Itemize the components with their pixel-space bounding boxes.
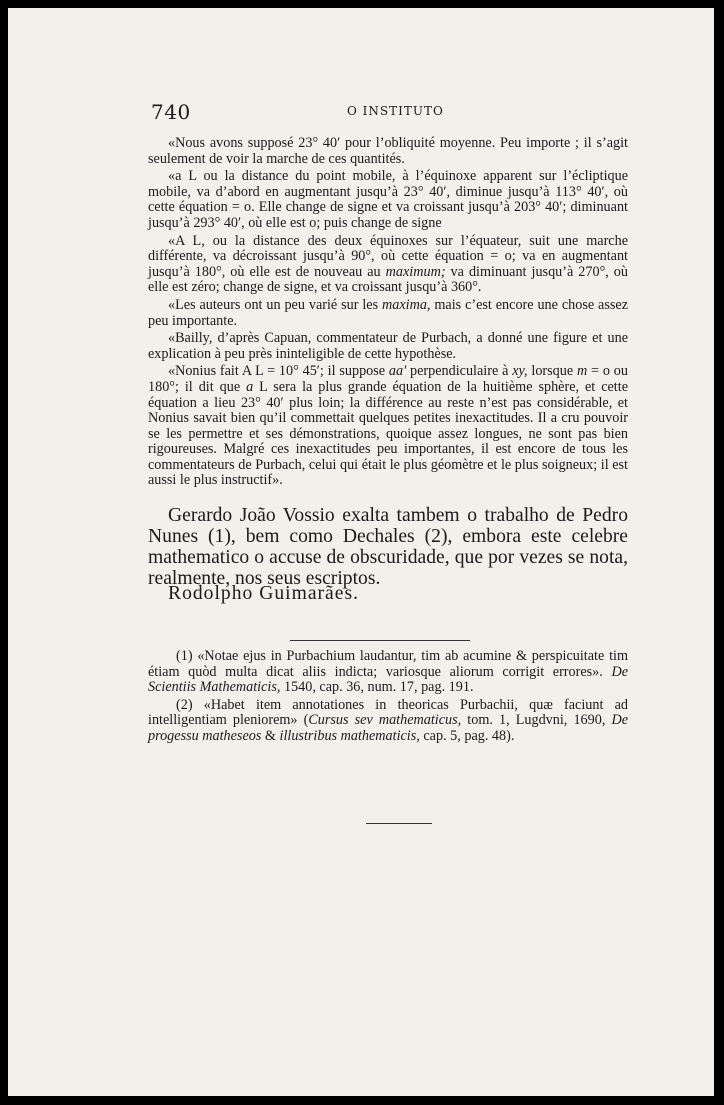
quote-paragraph: «a L ou la distance du point mobile, à l’équinoxe apparent sur l’écliptique mobile, va d’abord en augmentant jusqu’à 23° 40′, diminue jusqu’à 113° 40′, où cette équation = o. Elle change de signe et va croissant jusqu’à 203° 40′; diminuant jusqu’à 293° 40′, où elle est o; puis change de signe [148,168,628,231]
quote-paragraph: «Nonius fait A L = 10° 45′; il suppose aa′ perpendiculaire à xy, lorsque m = o ou 180°; il dit que a L sera la plus grande équation de la huitième sphère, et cette équation a lieu 23° 40′ plus loin; la différence au reste n’est pas considérable, et Nonius savait bien qu’il commettait quelques petites inexactitudes. Il a cru pouvoir se les permettre et ses démonstrations, quoique assez longues, ne sont pas bien rigoureuses. Malgré ces inexactitudes peu importantes, il est encore de tous les commentateurs de Purbach, celui qui était le plus géomètre et le plus soigneux; il est aussi le plus instructif». [148,363,628,489]
book-page [8,8,714,1096]
page-header [151,100,621,122]
footnotes [148,649,628,745]
end-rule [366,823,432,824]
page-number: 740 [151,100,191,124]
quote-paragraph: «Bailly, d’après Capuan, commentateur de Purbach, a donné une figure et une explication à peu près ininteligible de cette hypothèse. [148,330,628,362]
footnote-divider [290,640,470,641]
quote-paragraph: «Les auteurs ont un peu varié sur les maxima, mais c’est encore une chose assez peu importante. [148,296,628,329]
french-quotation [148,136,628,489]
main-paragraph [148,505,628,610]
quote-paragraph: «A L, ou la distance des deux équinoxes sur l’équateur, suit une marche différente, va décroissant jusqu’à 90°, où cette équation = o; va en augmentant jusqu’à 180°, où elle est de nouveau au maximum; va diminuant jusqu’à 270°, où elle est zéro; change de signe, et va croissant jusqu’à 360°. [148,232,628,296]
quote-paragraph: «Nous avons supposé 23° 40′ pour l’obliquité moyenne. Peu importe ; il s’agit seulement de voir la marche de ces quantités. [148,135,628,167]
footnote-2: (2) «Habet item annotationes in theoricas Purbachii, quæ faciunt ad intelligentiam pleniorem» (Cursus sev mathematicus, tom. 1, Lugdvni, 1690, De progessu matheseos & illustribus mathematicis, cap. 5, pag. 48). [148,696,629,745]
page-body [148,136,628,824]
main-paragraph-text: Gerardo João Vossio exalta tambem o trabalho de Pedro Nunes (1), bem como Dechales (2), embora este celebre mathematico o accuse de obscuridade, que por vezes se nota, realmente, nos seus escriptos. [148,505,628,590]
footnote-1: (1) «Notae ejus in Purbachium laudantur, tim ab acumine & perspicuitate tim étiam quòd multa dicat aliis indicta; variosque aliorum corrigit errores». De Scientiis Mathematicis, 1540, cap. 36, num. 17, pag. 191. [148,648,628,696]
running-title: O INSTITUTO [347,104,444,118]
author-signature: Rodolpho Guimarães. [168,583,359,605]
